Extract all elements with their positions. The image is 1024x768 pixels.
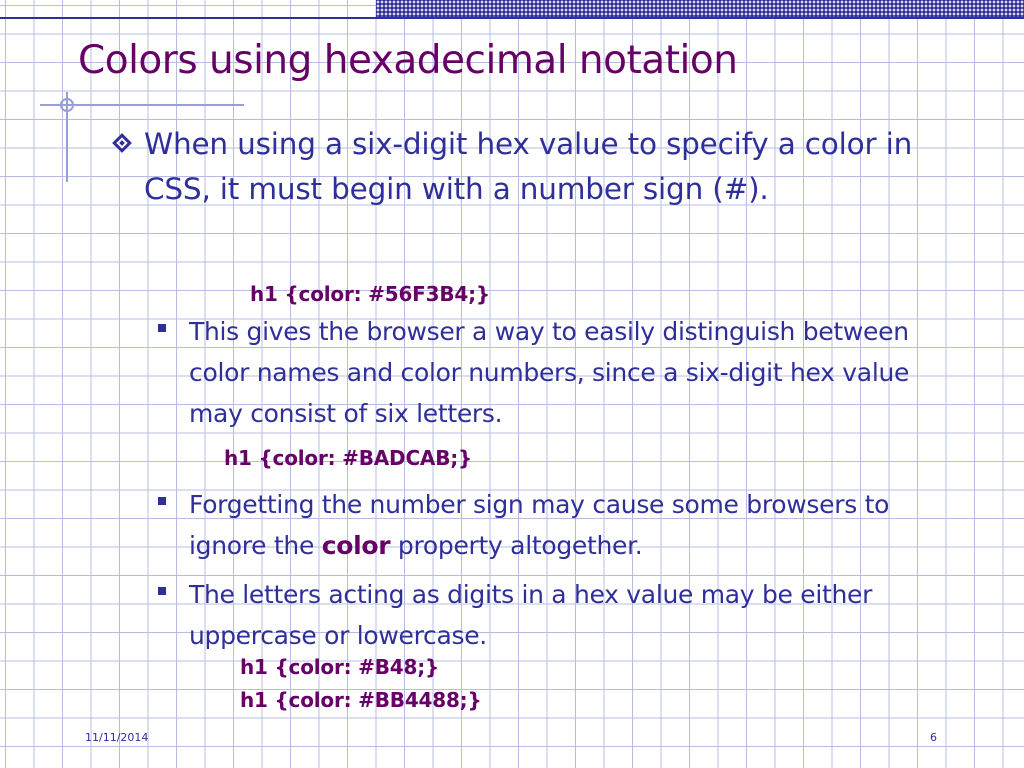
sub-bullet-1-text: This gives the browser a way to easily distinguish between color names and color numbers, since a six-digit hex value may consist of six letters.	[189, 317, 910, 428]
top-decorative-band	[376, 0, 1024, 17]
crosshair-ornament-icon	[54, 92, 82, 120]
code-example-4: h1 {color: #BB4488;}	[240, 688, 482, 712]
square-bullet-icon	[158, 497, 166, 505]
sub-bullet-2	[155, 484, 945, 566]
square-bullet-icon	[158, 587, 166, 595]
footer-date: 11/11/2014	[85, 731, 149, 744]
sub-bullet-2-after: property altogether.	[390, 531, 643, 560]
code-example-1: h1 {color: #56F3B4;}	[250, 282, 490, 306]
sub-bullet-3-text: The letters acting as digits in a hex value may be either uppercase or lowercase.	[189, 580, 873, 650]
sub-bullet-2-text	[189, 484, 945, 566]
main-bullet-text: When using a six-digit hex value to specify a color in CSS, it must begin with a number sign (#).	[144, 127, 913, 206]
main-bullet	[112, 122, 952, 212]
diamond-bullet-icon	[112, 133, 132, 153]
sub-bullet-1	[155, 311, 945, 434]
top-rule	[0, 17, 1024, 19]
page-number: 6	[930, 731, 937, 744]
color-keyword: color	[321, 531, 391, 560]
sub-bullet-3	[155, 574, 945, 656]
code-example-3: h1 {color: #B48;}	[240, 655, 440, 679]
square-bullet-icon	[158, 324, 166, 332]
slide-title: Colors using hexadecimal notation	[78, 38, 738, 83]
sub-bullet-2-before: Forgetting the number sign may cause some browsers to ignore the	[189, 490, 890, 560]
code-example-2: h1 {color: #BADCAB;}	[224, 446, 473, 470]
